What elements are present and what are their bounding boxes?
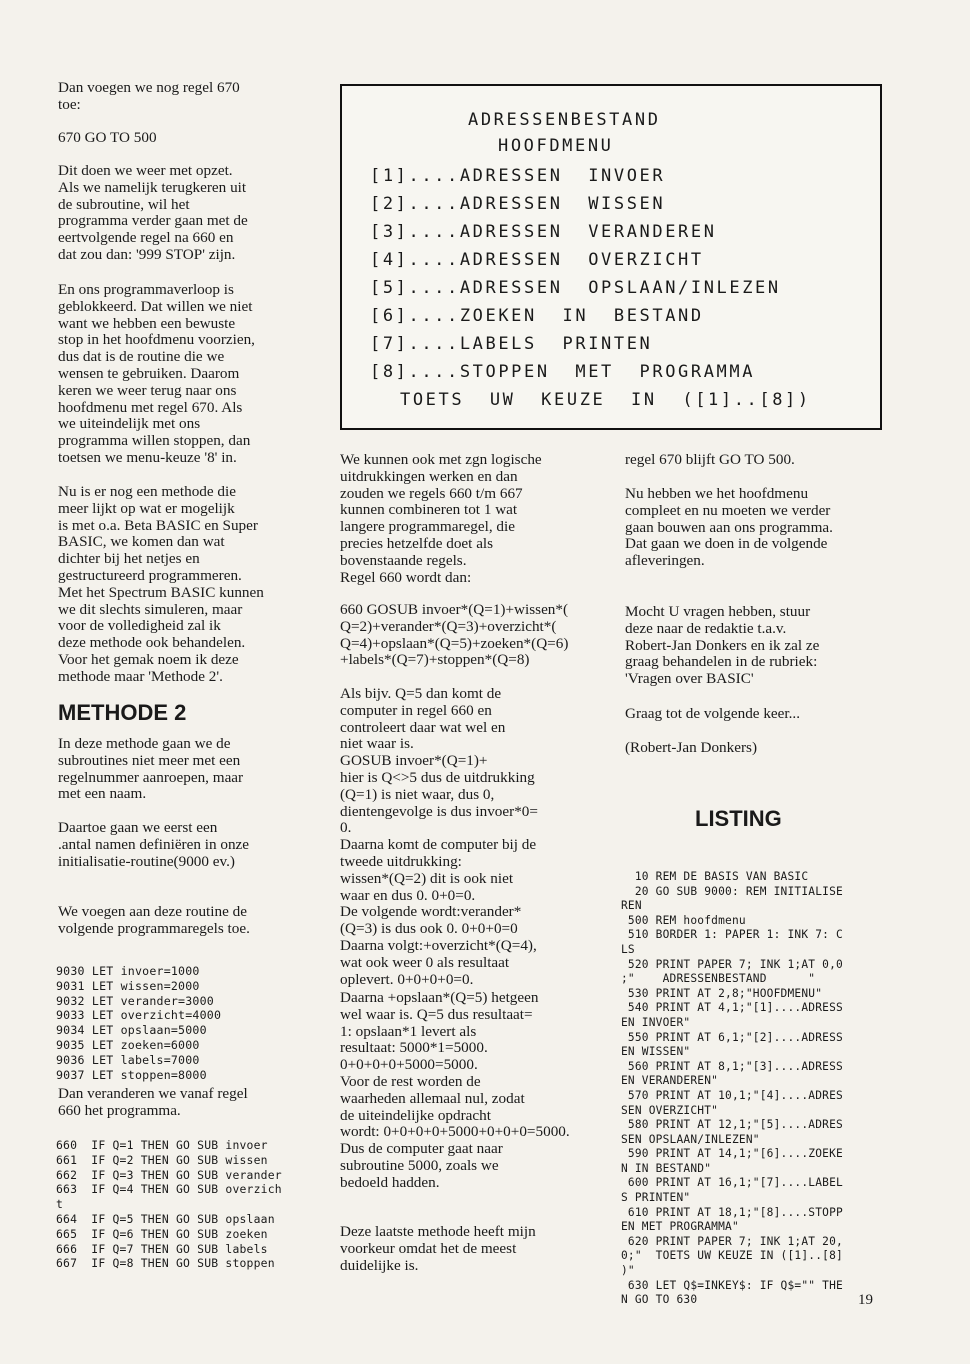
paragraph: Daartoe gaan we eerst een .antal namen definiëren in onze initialisatie-routine(9000 ev.) [58,819,250,870]
menu-item-6: [6]....ZOEKEN IN BESTAND [370,306,704,326]
paragraph: Dit doen we weer met opzet. Als we namelijk terugkeren uit de subroutine, wil het programma verder gaan met de eertvolgende regel na 660 en dat zou dan: '999 STOP' zijn. [58,162,248,263]
menu-item-1: [1]....ADRESSEN INVOER [370,166,666,186]
menu-item-4: [4]....ADRESSEN OVERZICHT [370,250,704,270]
paragraph: regel 670 blijft GO TO 500. [625,451,795,468]
paragraph: Deze laatste methode heeft mijn voorkeur omdat het de meest duidelijke is. [340,1223,536,1274]
menu-title: ADRESSENBESTAND [468,110,661,130]
author: (Robert-Jan Donkers) [625,739,758,756]
listing-heading: LISTING [695,806,782,831]
intro-text: Dan voegen we nog regel 670 toe: [58,79,240,113]
code-listing-gosub: 660 IF Q=1 THEN GO SUB invoer 661 IF Q=2 THEN GO SUB wissen 662 IF Q=3 THEN GO SUB verander 663 IF Q=4 THEN GO SUB overzich t 664 IF Q=5 THEN GO SUB opslaan 665 IF Q=6 THEN GO SUB zoeken 666 IF Q=7 THEN GO SUB labels 667 IF Q=8 THEN GO SUB stoppen [56,1138,282,1271]
paragraph: In deze methode gaan we de subroutines niet meer met een regelnummer aanroepen, maar met een naam. [58,735,244,803]
section-heading: METHODE 2 [58,700,187,725]
paragraph: Dan veranderen we vanaf regel 660 het programma. [58,1085,248,1119]
menu-item-5: [5]....ADRESSEN OPSLAAN/INLEZEN [370,278,781,298]
paragraph: Mocht U vragen hebben, stuur deze naar de redaktie t.a.v. Robert-Jan Donkers en ik zal ze graag behandelen in de rubriek: 'Vragen over BASIC' [625,603,820,688]
page-number: 19 [858,1292,873,1308]
menu-prompt: TOETS UW KEUZE IN ([1]..[8]) [400,390,811,410]
paragraph: Graag tot de volgende keer... [625,705,801,722]
menu-item-8: [8]....STOPPEN MET PROGRAMMA [370,362,756,382]
menu-item-3: [3]....ADRESSEN VERANDEREN [370,222,717,242]
program-listing: 10 REM DE BASIS VAN BASIC 20 GO SUB 9000: REM INITIALISE REN 500 REM hoofdmenu 510 BORDER 1: PAPER 1: INK 7: C LS 520 PRINT PAPER 7; INK 1;AT 0,0 ;" ADRESSENBESTAND " 530 PRINT AT 2,8;"HOOFDMENU" 540 PRINT AT 4,1;"[1]....ADRESS EN INVOER" 550 PRINT AT 6,1;"[2]....ADRESS EN WISSEN" 560 PRINT AT 8,1;"[3]....ADRESS EN VERANDEREN" 570 PRINT AT 10,1;"[4]....ADRES SEN OVERZICHT" 580 PRINT AT 12,1;"[5]....ADRES SEN OPSLAAN/INLEZEN" 590 PRINT AT 14,1;"[6]....ZOEKE N IN BESTAND" 600 PRINT AT 16,1;"[7]....LABEL S PRINTEN" 610 PRINT AT 18,1;"[8]....STOPP EN MET PROGRAMMA" 620 PRINT PAPER 7; INK 1;AT 20, 0;" TOETS UW KEUZE IN ([1]..[8] )" 630 LET Q$=INKEY$: IF Q$="" THE N GO TO 630 [621,870,843,1307]
goto-line: 670 GO TO 500 [58,129,157,146]
paragraph: 660 GOSUB invoer*(Q=1)+wissen*( Q=2)+verander*(Q=3)+overzicht*( Q=4)+opslaan*(Q=5)+zoeken*(Q=6) +labels*(Q=7)+stoppen*(Q=8) [340,601,569,669]
menu-subtitle: HOOFDMENU [498,136,614,156]
paragraph: En ons programmaverloop is geblokkeerd. Dat willen we niet want we hebben een bewuste stop in het hoofdmenu voorzien, dus dat is de routine die we wensen te gebruiken. Daarom keren we weer terug naar ons hoofdmenu met regel 670. Als we uiteindelijk met ons programma willen stoppen, dan toetsen we menu-keuze '8' in. [58,281,255,466]
paragraph: We kunnen ook met zgn logische uitdrukkingen werken en dan zouden we regels 660 t/m 667 kunnen combineren tot 1 wat langere programmaregel, die precies hetzelfde doet als bovenstaande regels. Regel 660 wordt dan: [340,451,542,586]
paragraph: We voegen aan deze routine de volgende programmaregels toe. [58,903,250,937]
menu-item-7: [7]....LABELS PRINTEN [370,334,653,354]
paragraph: Als bijv. Q=5 dan komt de computer in regel 660 en controleert daar wat wel en niet waar is. GOSUB invoer*(Q=1)+ hier is Q<>5 dus de uitdrukking (Q=1) is niet waar, dus 0, dientengevolge is dus invoer*0= 0. Daarna komt de computer bij de tweede uitdrukking: wissen*(Q=2) dit is ook niet waar en dus 0. 0+0=0. De volgende wordt:verander* (Q=3) is dus ook 0. 0+0+0=0 Daarna volgt:+overzicht*(Q=4), wat ook weer 0 als resultaat oplevert. 0+0+0+0=0. [340,685,538,988]
code-listing-init: 9030 LET invoer=1000 9031 LET wissen=2000 9032 LET verander=3000 9033 LET overzicht=4000 9034 LET opslaan=5000 9035 LET zoeken=6000 9036 LET labels=7000 9037 LET stoppen=8000 [56,964,222,1082]
menu-screen-box [340,84,882,430]
menu-item-2: [2]....ADRESSEN WISSEN [370,194,666,214]
paragraph: Nu hebben we het hoofdmenu compleet en nu moeten we verder gaan bouwen aan ons programma. Dat gaan we doen in de volgende afleveringen. [625,485,833,570]
paragraph: Nu is er nog een methode die meer lijkt op wat er mogelijk is met o.a. Beta BASIC en Super BASIC, we komen dan wat dichter bij het netjes en gestructureerd programmeren. Met het Spectrum BASIC kunnen we dit slechts simuleren, maar voor de volledigheid zal ik deze methode ook behandelen. Voor het gemak noem ik deze methode maar 'Methode 2'. [58,483,264,685]
paragraph: Daarna +opslaan*(Q=5) hetgeen wel waar is. Q=5 dus resultaat= 1: opslaan*1 levert als resultaat: 5000*1=5000. 0+0+0+0+5000=5000. Voor de rest worden de waarheden allemaal nul, zodat de uiteindelijke opdracht wordt: 0+0+0+0+5000+0+0+0=5000. Dus de computer gaat naar subroutine 5000, zoals we bedoeld hadden. [340,989,570,1191]
